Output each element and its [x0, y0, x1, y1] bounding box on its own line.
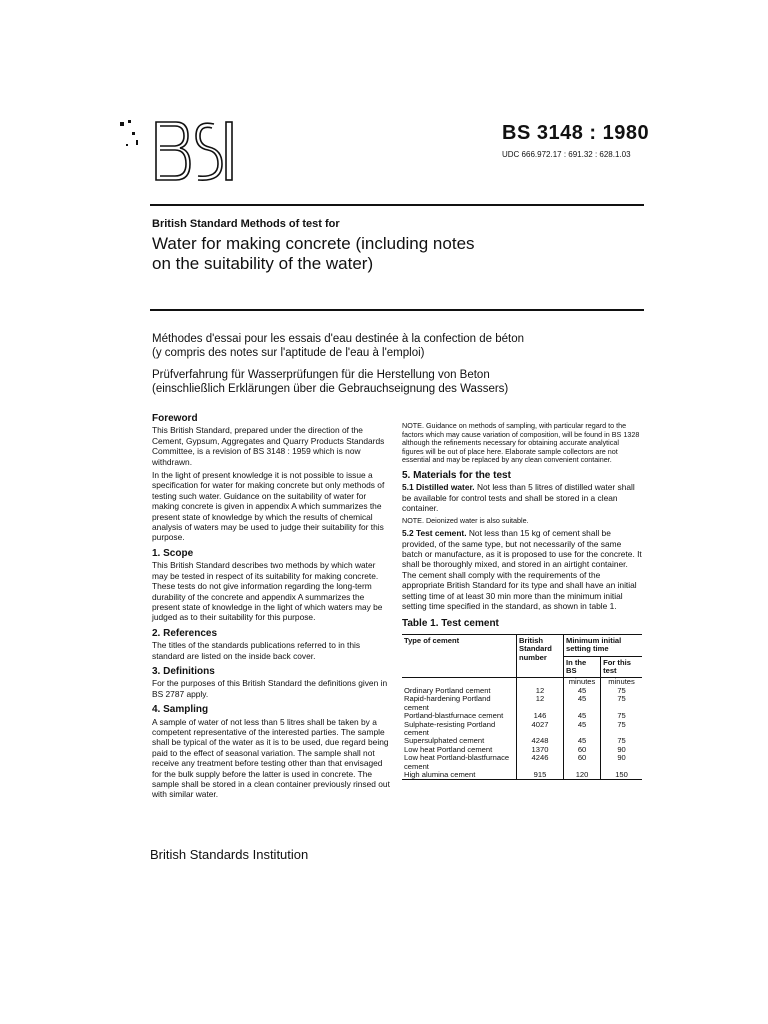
cell-for-test: 75: [601, 687, 642, 695]
french-title: [152, 332, 622, 360]
table-row: [402, 771, 642, 780]
german-title-line2: (einschließlich Erklärungen über die Gebrauchseignung des Wassers): [152, 383, 509, 395]
left-column: [152, 414, 392, 803]
test-cement-table: [402, 634, 642, 781]
col-header-bs: British Standard number: [517, 634, 564, 678]
cell-for-test: 75: [601, 695, 642, 712]
scope-paragraph: This British Standard describes two methods by which water may be tested in respect of its suitability for making concrete. These tests do not give information regarding the long-term durability of the concrete and appendix A summarizes the present state of knowledge in the light of which waters may be judged as to their suitability for this purpose.: [152, 560, 383, 623]
cell-for-test: 90: [601, 746, 642, 754]
cell-in-bs: 45: [564, 687, 601, 695]
bsi-logo: [118, 110, 238, 190]
cell-type: Portland-blastfurnace cement: [404, 711, 504, 721]
document-title: Water for making concrete (including notes on the suitability of the water): [152, 234, 475, 273]
cell-bs: 915: [517, 771, 564, 780]
col-header-for-test: For this test: [601, 656, 642, 678]
unit-for-test: minutes: [601, 678, 642, 687]
cell-bs: 12: [517, 687, 564, 695]
french-title-line1: Méthodes d'essai pour les essais d'eau destinée à la confection de béton: [152, 333, 524, 345]
table-row: [402, 721, 642, 738]
section-5-2: [402, 528, 642, 611]
col-header-type: Type of cement: [404, 635, 460, 645]
col-header-in-bs: In the BS: [564, 656, 601, 678]
cell-type: Rapid-hardening Portland cement: [404, 694, 491, 712]
cell-bs: 146: [517, 712, 564, 720]
cell-type: Ordinary Portland cement: [404, 685, 491, 695]
title-rule: [150, 309, 644, 311]
table-row: [402, 695, 642, 712]
definitions-paragraph: For the purposes of this British Standard the definitions given in BS 2787 apply.: [152, 678, 388, 699]
unit-in-bs: minutes: [564, 678, 601, 687]
cell-for-test: 75: [601, 721, 642, 738]
cell-bs: 12: [517, 695, 564, 712]
cell-type: Sulphate-resisting Portland cement: [404, 719, 496, 737]
cell-in-bs: 45: [564, 695, 601, 712]
cell-type: Supersulphated cement: [404, 736, 485, 746]
sampling-note: NOTE. Guidance on methods of sampling, with particular regard to the factors which may cause variation of composition, will be found in BS 1328 although the refinements necessary for obtaining accurate analytical figures will be out of place here. Elaborate sample collectors are not essential and may be replaced by any clean convenient container.: [402, 421, 640, 465]
cell-in-bs: 45: [564, 712, 601, 720]
cell-in-bs: 45: [564, 721, 601, 738]
scope-heading: 1. Scope: [152, 547, 194, 559]
definitions-heading: 3. Definitions: [152, 665, 215, 677]
cell-in-bs: 120: [564, 771, 601, 780]
cell-in-bs: 60: [564, 746, 601, 754]
german-title-line1: Prüfverfahrung für Wasserprüfungen für die Herstellung von Beton: [152, 369, 490, 381]
deionized-note: NOTE. Deionized water is also suitable.: [402, 515, 529, 525]
foreword-paragraph-2: In the light of present knowledge it is not possible to issue a specification for water for making concrete but only methods of testing such water. Guidance on the suitability of water for making concrete is given in appendix A which summarizes the present state of knowledge by which the results of chemical analysis of waters may be used to judge their suitability for this purpose.: [152, 470, 385, 543]
cell-type: High alumina cement: [404, 769, 476, 779]
publisher-name: British Standards Institution: [150, 847, 309, 862]
materials-heading: 5. Materials for the test: [402, 469, 511, 481]
udc-code: UDC 666.972.17 : 691.32 : 628.1.03: [502, 150, 631, 159]
section-5-2-label: 5.2 Test cement.: [402, 528, 467, 539]
sampling-heading: 4. Sampling: [152, 704, 209, 716]
top-rule: [150, 204, 644, 206]
foreword-paragraph-1: This British Standard, prepared under the direction of the Cement, Gypsum, Aggregates and Quarry Products Standards Committee, is a revision of BS 3148 : 1959 which is now withdrawn.: [152, 425, 385, 467]
cell-bs: 4027: [517, 721, 564, 738]
logo-text: BSI: [178, 189, 180, 190]
cell-for-test: 90: [601, 754, 642, 771]
cell-type: Low heat Portland cement: [404, 744, 493, 754]
cell-for-test: 150: [601, 771, 642, 780]
table-row: [402, 754, 642, 771]
section-5-1-text: Not less than 5 litres of distilled water shall be available for control tests and shall be stored in a clean container.: [402, 482, 635, 514]
cell-in-bs: 60: [564, 754, 601, 771]
cell-bs: 4248: [517, 737, 564, 745]
col-header-min-setting: Minimum initial setting time: [564, 634, 643, 656]
cell-bs: 1370: [517, 746, 564, 754]
table-body: [402, 687, 642, 780]
section-5-1-label: 5.1 Distilled water.: [402, 482, 475, 493]
right-column: [402, 422, 642, 780]
references-paragraph: The titles of the standards publications referred to in this standard are listed on the inside back cover.: [152, 640, 361, 661]
foreword-heading: Foreword: [152, 413, 198, 424]
cell-type: Low heat Portland-blastfurnace cement: [404, 753, 510, 771]
table-1-title: Table 1. Test cement: [402, 618, 499, 630]
references-heading: 2. References: [152, 627, 218, 639]
title-kicker: British Standard Methods of test for: [152, 218, 340, 230]
sampling-paragraph: A sample of water of not less than 5 litres shall be taken by a competent representative of the interested parties. The sample shall be typical of the water as it is to be used, due regard being paid to the effect of seasonal variation. The sample shall not receive any treatment before testing other than that envisaged for the bulk supply before the latter is used in concrete. The sample shall be stored in a clean container previously rinsed out with similar water.: [152, 716, 390, 800]
standard-number: BS 3148 : 1980: [502, 122, 650, 144]
french-title-line2: (y compris des notes sur l'aptitude de l'eau à l'emploi): [152, 347, 425, 359]
cell-bs: 4246: [517, 754, 564, 771]
cell-for-test: 75: [601, 737, 642, 745]
section-5-1: [402, 482, 642, 513]
cell-in-bs: 45: [564, 737, 601, 745]
cell-for-test: 75: [601, 712, 642, 720]
section-5-2-text: Not less than 15 kg of cement shall be provided, of the same type, but not necessarily of the same batch or manufacture, as it is proposed to use for the concrete. It shall be thoroughly mixed, and stored in an airtight container. The cement shall comply with the requirements of the appropriate British Standard for its type and shall have an initial setting time of at least 30 min more than the minimum initial setting time specified in the standard, as shown in table 1.: [402, 528, 642, 612]
german-title: [152, 368, 622, 396]
